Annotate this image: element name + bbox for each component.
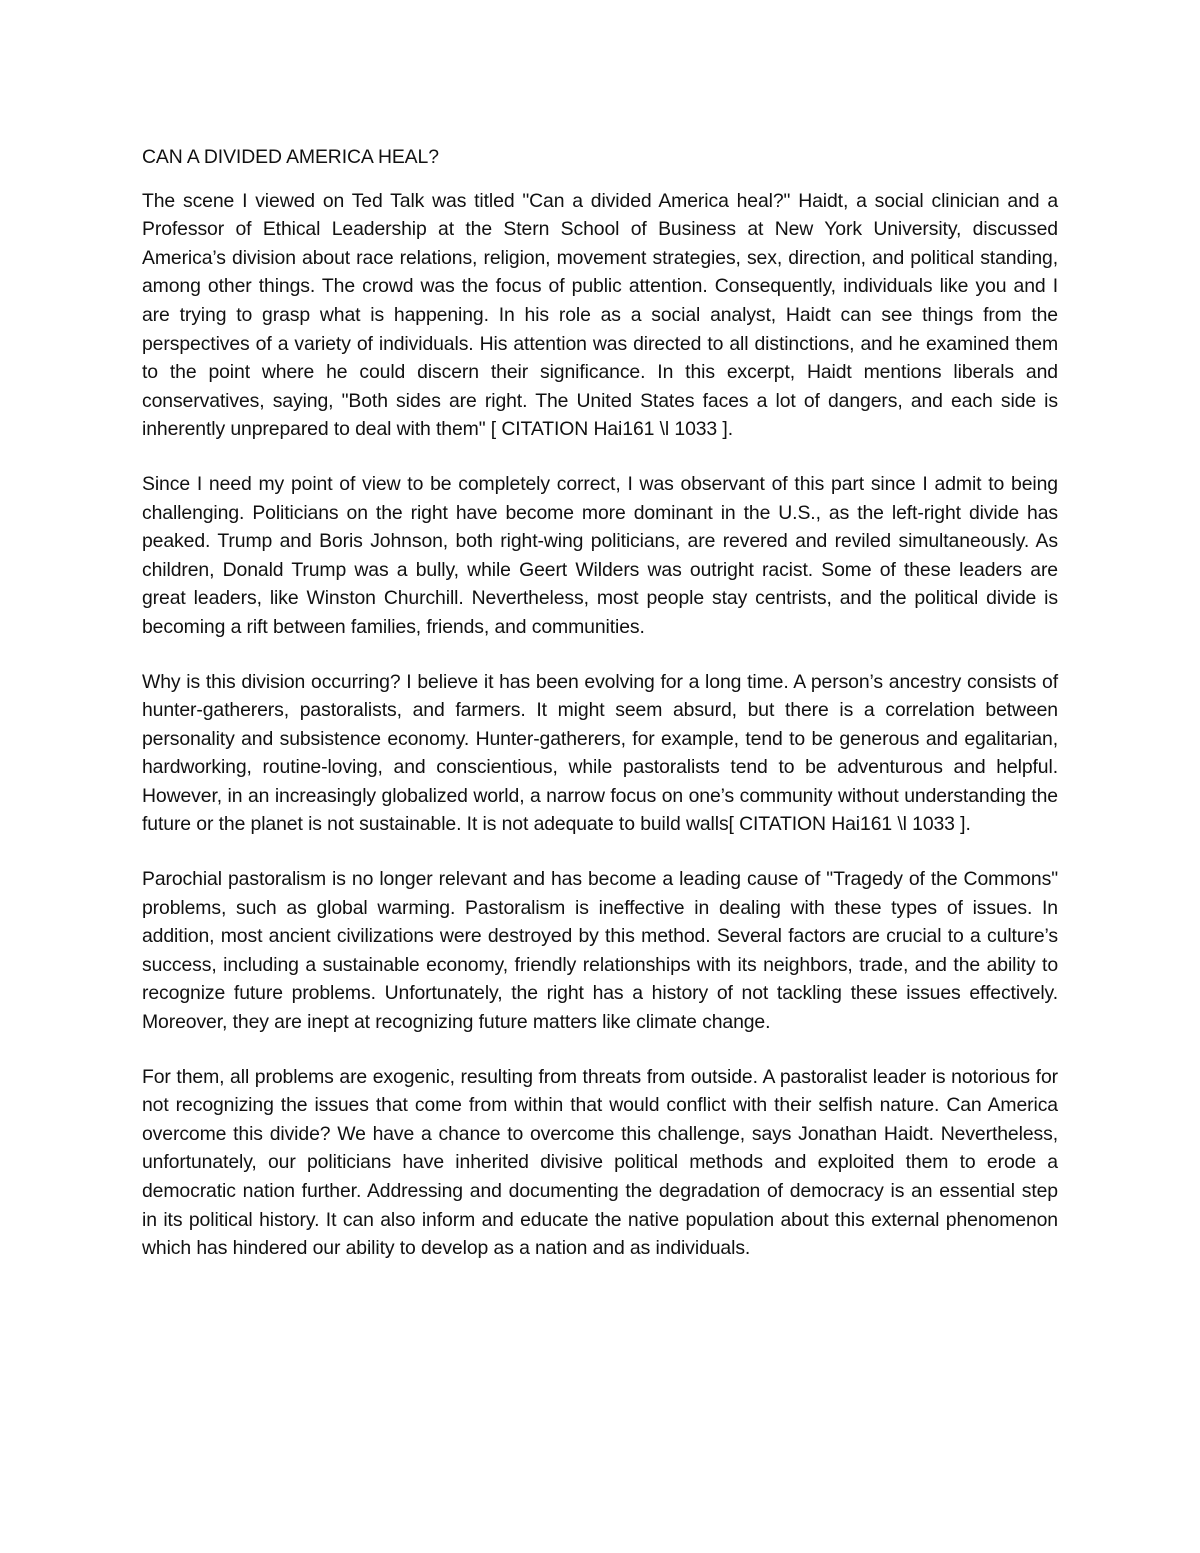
paragraph-1: The scene I viewed on Ted Talk was titled "Can a divided America heal?" Haidt, a social clinician and a Professor of Ethical Leadership at the Stern School of Business at New York University, discussed America’s division about race relations, religion, movement strategies, sex, direction, and political standing, among other things. The crowd was the focus of public attention. Consequently, individuals like you and I are trying to grasp what is happening. In his role as a social analyst, Haidt can see things from the perspectives of a variety of individuals. His attention was directed to all distinctions, and he examined them to the point where he could discern their significance. In this excerpt, Haidt mentions liberals and conservatives, saying, "Both sides are right. The United States faces a lot of dangers, and each side is inherently unprepared to deal with them" [ CITATION Hai161 \l 1033 ].: [142, 189, 1058, 441]
paragraph-2: Since I need my point of view to be completely correct, I was observant of this part since I admit to being challenging. Politicians on the right have become more dominant in the U.S., as the left-right divide has peaked. Trump and Boris Johnson, both right-wing politicians, are revered and reviled simultaneously. As children, Donald Trump was a bully, while Geert Wilders was outright racist. Some of these leaders are great leaders, like Winston Churchill. Nevertheless, most people stay centrists, and the political divide is becoming a rift between families, friends, and communities.: [142, 472, 1058, 638]
paragraph-4: Parochial pastoralism is no longer relevant and has become a leading cause of "Tragedy of the Commons" problems, such as global warming. Pastoralism is ineffective in dealing with these types of issues. In addition, most ancient civilizations were destroyed by this method. Several factors are crucial to a culture’s success, including a sustainable economy, friendly relationships with its neighbors, trade, and the ability to recognize future problems. Unfortunately, the right has a history of not tackling these issues effectively. Moreover, they are inept at recognizing future matters like climate change.: [142, 868, 1058, 1034]
paragraph-3: Why is this division occurring? I believe it has been evolving for a long time. A person’s ancestry consists of hunter-gatherers, pastoralists, and farmers. It might seem absurd, but there is a correlation between personality and subsistence economy. Hunter-gatherers, for example, tend to be generous and egalitarian, hardworking, routine-loving, and conscientious, while pastoralists tend to be adventurous and helpful. However, in an increasingly globalized world, a narrow focus on one’s community without understanding the future or the planet is not sustainable. It is not adequate to build walls[ CITATION Hai161 \l 1033 ].: [142, 670, 1058, 836]
paragraph-5: For them, all problems are exogenic, resulting from threats from outside. A pastoralist leader is notorious for not recognizing the issues that come from within that would conflict with their selfish nature. Can America overcome this divide? We have a chance to overcome this challenge, says Jonathan Haidt. Nevertheless, unfortunately, our politicians have inherited divisive political methods and exploited them to erode a democratic nation further. Addressing and documenting the degradation of democracy is an essential step in its political history. It can also inform and educate the native population about this external phenomenon which has hindered our ability to develop as a nation and as individuals.: [142, 1065, 1058, 1260]
document-title: CAN A DIVIDED AMERICA HEAL?: [142, 146, 439, 168]
document-body: [142, 143, 1058, 1289]
